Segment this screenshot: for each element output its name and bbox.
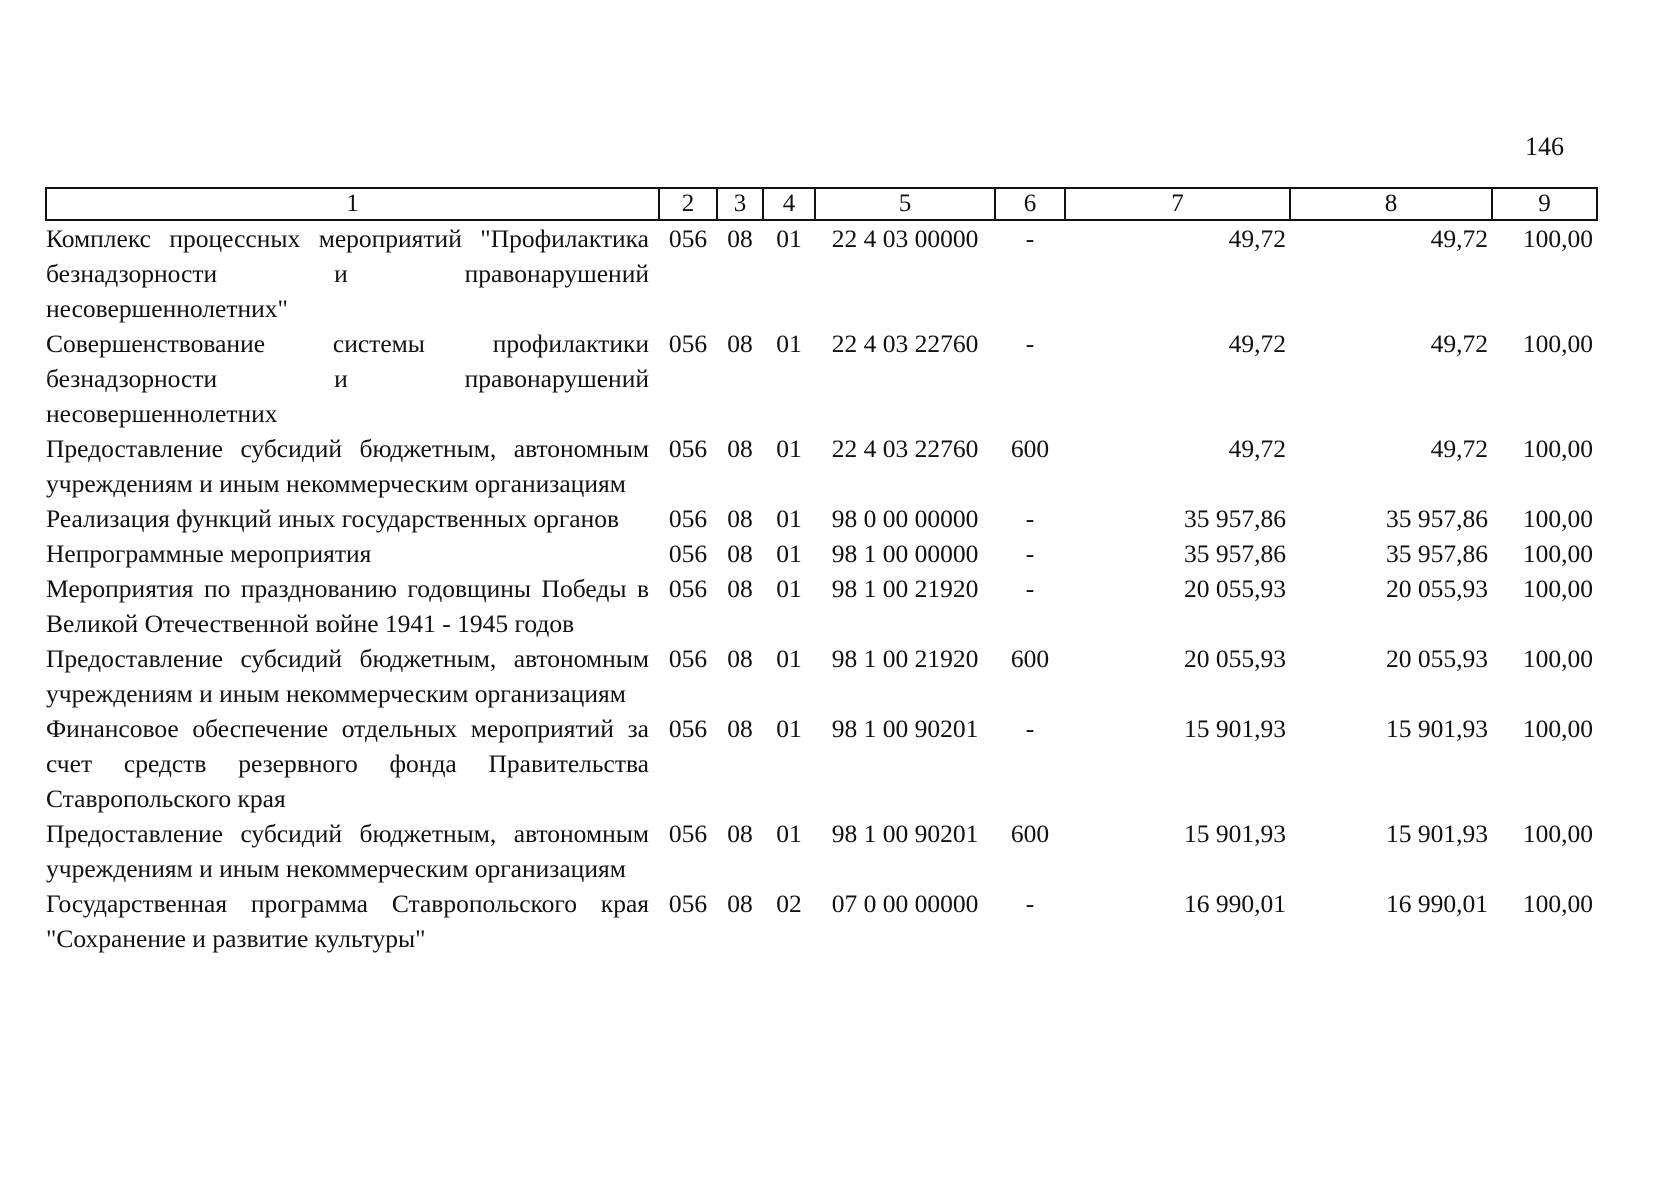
table-row xyxy=(46,431,1597,501)
row-name: Мероприятия по празднованию годовщины Победы в Великой Отечественной войне 1941 - 1945 годов xyxy=(46,574,649,638)
row-code-2: 056 xyxy=(668,539,708,568)
table-row xyxy=(46,641,1597,711)
row-code-6: - xyxy=(1025,504,1035,533)
column-header: 2 xyxy=(659,188,717,220)
row-value-8: 35 957,86 xyxy=(1386,539,1488,568)
table-row xyxy=(46,816,1597,886)
row-code-4: 01 xyxy=(776,434,802,463)
row-code-4: 01 xyxy=(776,644,802,673)
column-header: 9 xyxy=(1492,188,1597,220)
column-header: 5 xyxy=(815,188,995,220)
row-name: Предоставление субсидий бюджетным, автономным учреждениям и иным некоммерческим организациям xyxy=(46,644,649,708)
row-code-3: 08 xyxy=(727,224,753,253)
budget-table xyxy=(45,187,1598,956)
table-row xyxy=(46,501,1597,536)
column-header: 3 xyxy=(717,188,763,220)
row-value-9: 100,00 xyxy=(1522,224,1593,253)
row-value-8: 20 055,93 xyxy=(1386,574,1488,603)
row-code-6: - xyxy=(1025,714,1035,743)
table-row xyxy=(46,711,1597,816)
row-value-7: 16 990,01 xyxy=(1184,889,1286,918)
row-code-6: 600 xyxy=(1010,819,1050,848)
row-value-7: 20 055,93 xyxy=(1184,644,1286,673)
row-value-8: 15 901,93 xyxy=(1386,714,1488,743)
row-name: Предоставление субсидий бюджетным, автономным учреждениям и иным некоммерческим организациям xyxy=(46,819,649,883)
row-name: Совершенствование системы профилактики безнадзорности и правонарушений несовершеннолетних xyxy=(46,329,649,428)
row-code-3: 08 xyxy=(727,539,753,568)
row-value-8: 49,72 xyxy=(1430,224,1488,253)
row-value-7: 49,72 xyxy=(1228,224,1286,253)
row-code-2: 056 xyxy=(668,889,708,918)
row-code-5: 98 1 00 21920 xyxy=(831,644,979,673)
row-value-9: 100,00 xyxy=(1522,434,1593,463)
table-row xyxy=(46,571,1597,641)
table-row xyxy=(46,220,1597,326)
row-code-3: 08 xyxy=(727,574,753,603)
row-code-6: - xyxy=(1025,539,1035,568)
row-value-8: 16 990,01 xyxy=(1386,889,1488,918)
row-code-5: 98 1 00 00000 xyxy=(831,539,979,568)
row-code-6: - xyxy=(1025,329,1035,358)
row-code-2: 056 xyxy=(668,574,708,603)
row-name: Реализация функций иных государственных органов xyxy=(46,504,620,533)
row-code-6: - xyxy=(1025,889,1035,918)
row-code-6: - xyxy=(1025,574,1035,603)
table-row xyxy=(46,326,1597,431)
row-code-3: 08 xyxy=(727,329,753,358)
row-value-8: 49,72 xyxy=(1430,434,1488,463)
row-code-4: 02 xyxy=(776,889,802,918)
table-row xyxy=(46,886,1597,956)
row-code-5: 07 0 00 00000 xyxy=(831,889,979,918)
row-value-8: 20 055,93 xyxy=(1386,644,1488,673)
row-value-7: 35 957,86 xyxy=(1184,504,1286,533)
row-value-9: 100,00 xyxy=(1522,504,1593,533)
table-row xyxy=(46,536,1597,571)
row-code-3: 08 xyxy=(727,434,753,463)
row-code-2: 056 xyxy=(668,644,708,673)
row-name: Комплекс процессных мероприятий "Профилактика безнадзорности и правонарушений несовершеннолетних" xyxy=(46,224,649,323)
row-code-5: 22 4 03 00000 xyxy=(831,224,979,253)
table-header-row xyxy=(46,188,1597,220)
row-value-7: 35 957,86 xyxy=(1184,539,1286,568)
row-code-5: 98 0 00 00000 xyxy=(831,504,979,533)
column-header: 8 xyxy=(1290,188,1492,220)
row-code-2: 056 xyxy=(668,434,708,463)
column-header: 4 xyxy=(763,188,815,220)
row-code-4: 01 xyxy=(776,819,802,848)
row-name: Предоставление субсидий бюджетным, автономным учреждениям и иным некоммерческим организациям xyxy=(46,434,649,498)
row-name: Государственная программа Ставропольского края "Сохранение и развитие культуры" xyxy=(46,889,649,953)
row-value-7: 49,72 xyxy=(1228,329,1286,358)
row-value-9: 100,00 xyxy=(1522,644,1593,673)
row-code-5: 98 1 00 21920 xyxy=(831,574,979,603)
row-code-3: 08 xyxy=(727,889,753,918)
row-value-9: 100,00 xyxy=(1522,329,1593,358)
row-value-8: 49,72 xyxy=(1430,329,1488,358)
row-code-4: 01 xyxy=(776,224,802,253)
row-name: Непрограммные мероприятия xyxy=(46,539,372,568)
row-code-2: 056 xyxy=(668,329,708,358)
row-code-2: 056 xyxy=(668,224,708,253)
row-value-9: 100,00 xyxy=(1522,889,1593,918)
row-value-7: 15 901,93 xyxy=(1184,819,1286,848)
row-code-6: 600 xyxy=(1010,434,1050,463)
row-code-6: - xyxy=(1025,224,1035,253)
row-code-3: 08 xyxy=(727,644,753,673)
row-value-9: 100,00 xyxy=(1522,819,1593,848)
row-code-3: 08 xyxy=(727,714,753,743)
row-code-4: 01 xyxy=(776,574,802,603)
row-code-5: 22 4 03 22760 xyxy=(831,329,979,358)
row-value-9: 100,00 xyxy=(1522,539,1593,568)
row-value-8: 15 901,93 xyxy=(1386,819,1488,848)
column-header: 6 xyxy=(995,188,1065,220)
row-code-5: 22 4 03 22760 xyxy=(831,434,979,463)
row-code-5: 98 1 00 90201 xyxy=(831,819,979,848)
row-value-9: 100,00 xyxy=(1522,714,1593,743)
row-value-7: 49,72 xyxy=(1228,434,1286,463)
column-header: 1 xyxy=(46,188,659,220)
row-code-5: 98 1 00 90201 xyxy=(831,714,979,743)
row-value-9: 100,00 xyxy=(1522,574,1593,603)
row-value-7: 15 901,93 xyxy=(1184,714,1286,743)
row-name: Финансовое обеспечение отдельных мероприятий за счет средств резервного фонда Правительства Ставропольского края xyxy=(46,714,649,813)
row-code-4: 01 xyxy=(776,714,802,743)
row-value-8: 35 957,86 xyxy=(1386,504,1488,533)
row-code-4: 01 xyxy=(776,504,802,533)
row-code-2: 056 xyxy=(668,504,708,533)
row-code-4: 01 xyxy=(776,329,802,358)
row-code-2: 056 xyxy=(668,819,708,848)
row-value-7: 20 055,93 xyxy=(1184,574,1286,603)
row-code-2: 056 xyxy=(668,714,708,743)
row-code-4: 01 xyxy=(776,539,802,568)
page-number: 146 xyxy=(1525,132,1564,161)
column-header: 7 xyxy=(1065,188,1290,220)
row-code-3: 08 xyxy=(727,819,753,848)
row-code-6: 600 xyxy=(1010,644,1050,673)
row-code-3: 08 xyxy=(727,504,753,533)
